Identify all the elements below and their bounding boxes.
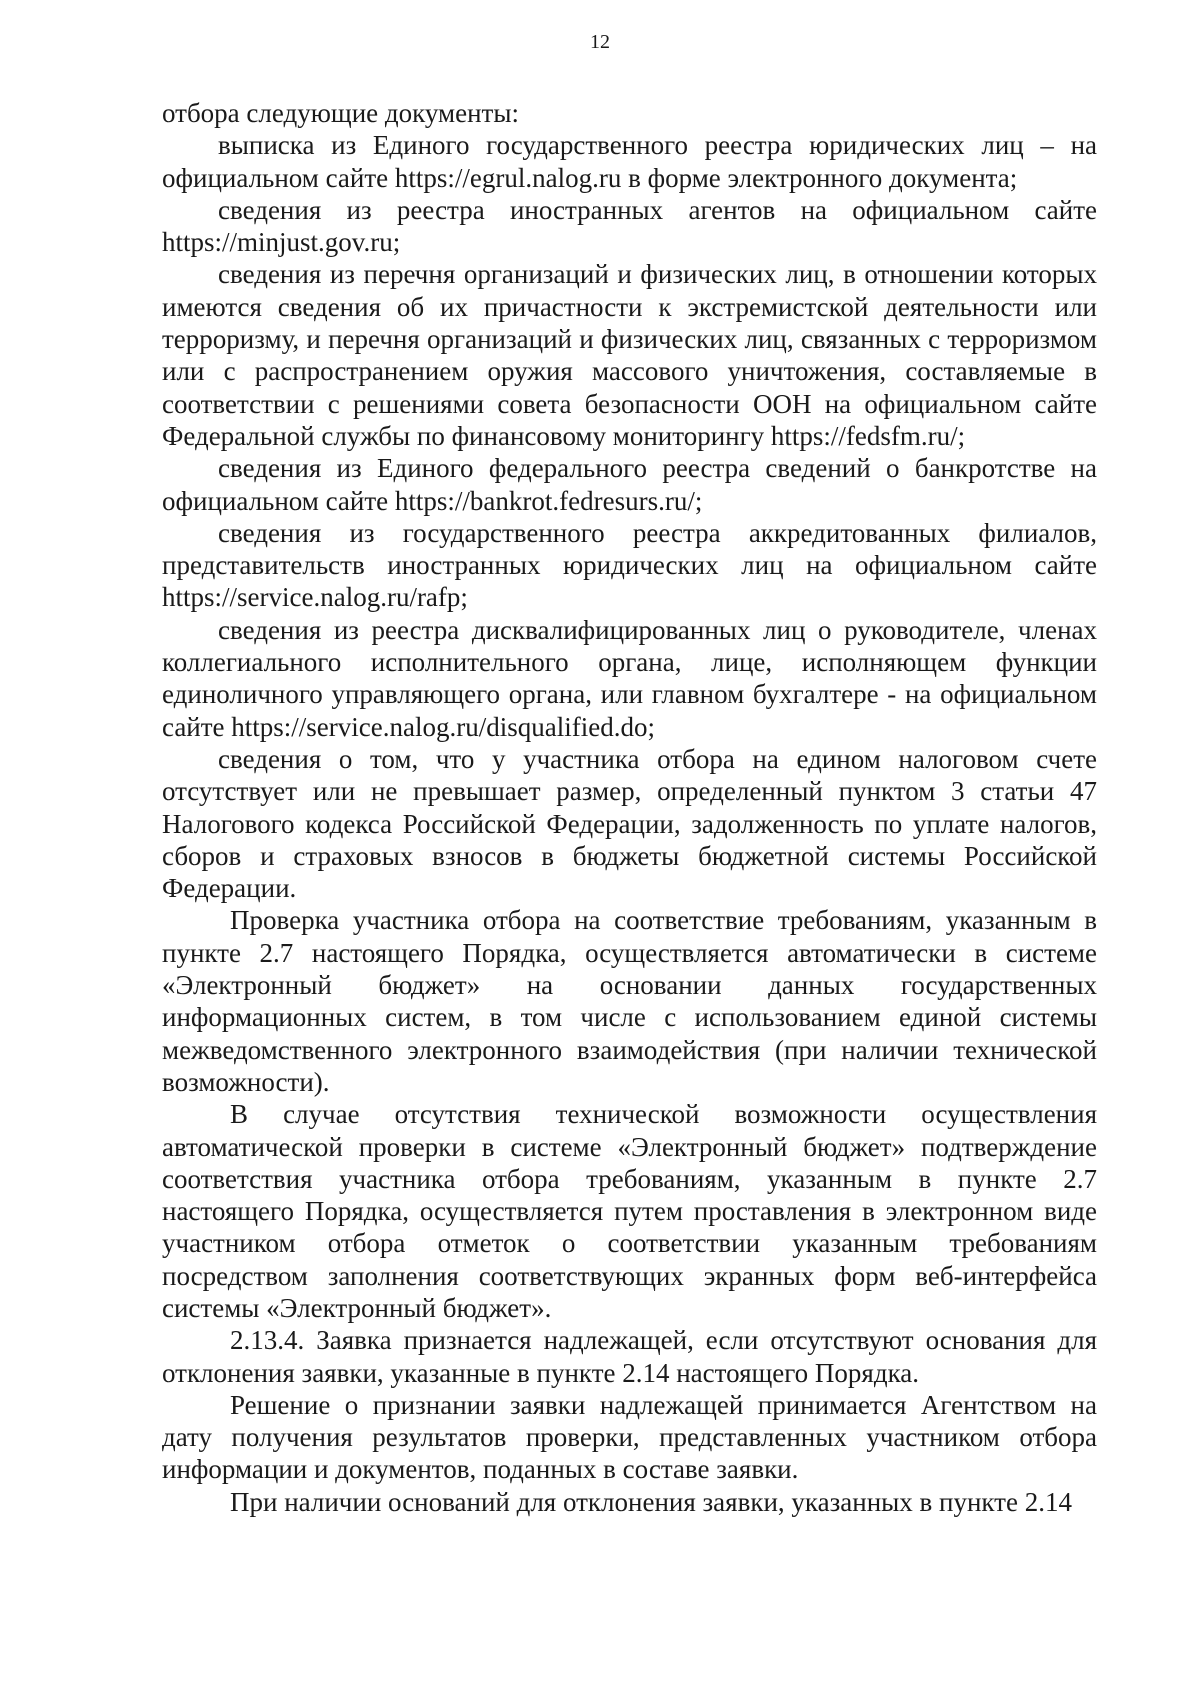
- page-number: 12: [590, 31, 610, 53]
- paragraph-egrul-extract: выписка из Единого государственного реестра юридических лиц – на официальном сайте https://egrul.nalog.ru в форме электронного документа;: [162, 130, 1097, 193]
- paragraph-bankruptcy-registry: сведения из Единого федерального реестра сведений о банкротстве на официальном сайте https://bankrot.fedresurs.ru/;: [162, 453, 1097, 516]
- paragraph-disqualified-persons: сведения из реестра дисквалифицированных лиц о руководителе, членах коллегиального исполнительного органа, лице, исполняющем функции единоличного управляющего органа, или главном бухгалтере - на официальном сайте https://service.nalog.ru/disqualified.do;: [162, 614, 1097, 742]
- paragraph-intro: отбора следующие документы:: [162, 98, 519, 128]
- paragraph-manual-confirmation: В случае отсутствия технической возможности осуществления автоматической проверки в системе «Электронный бюджет» подтверждение соответствия участника отбора требованиям, указанным в пункте 2.7 настоящего Порядка, осуществляется путем проставления в электронном виде участником отбора отметок о соответствии указанным требованиям посредством заполнения соответствующих экранных форм веб-интерфейса системы «Электронный бюджет».: [162, 1099, 1097, 1323]
- paragraph-decision: Решение о признании заявки надлежащей принимается Агентством на дату получения результатов проверки, представленных участником отбора информации и документов, поданных в составе заявки.: [162, 1389, 1097, 1485]
- paragraph-clause-2-13-4: 2.13.4. Заявка признается надлежащей, если отсутствуют основания для отклонения заявки, указанные в пункте 2.14 настоящего Порядка.: [162, 1325, 1097, 1388]
- paragraph-accredited-branches: сведения из государственного реестра аккредитованных филиалов, представительств иностранных юридических лиц на официальном сайте https://service.nalog.ru/rafp;: [162, 517, 1097, 613]
- paragraph-extremism-list: сведения из перечня организаций и физических лиц, в отношении которых имеются сведения об их причастности к экстремистской деятельности или терроризму, и перечня организаций и физических лиц, связанных с терроризмом или с распространением оружия массового уничтожения, составляемые в соответствии с решениями совета безопасности ООН на официальном сайте Федеральной службы по финансовому мониторингу https://fedsfm.ru/;: [162, 259, 1097, 451]
- document-body: [162, 97, 1097, 1518]
- paragraph-tax-debt: сведения о том, что у участника отбора на едином налоговом счете отсутствует или не превышает размер, определенный пунктом 3 статьи 47 Налогового кодекса Российской Федерации, задолженность по уплате налогов, сборов и страховых взносов в бюджеты бюджетной системы Российской Федерации.: [162, 743, 1097, 904]
- paragraph-foreign-agents: сведения из реестра иностранных агентов на официальном сайте https://minjust.gov.ru;: [162, 194, 1097, 258]
- paragraph-rejection-grounds: При наличии оснований для отклонения заявки, указанных в пункте 2.14: [230, 1486, 1072, 1517]
- paragraph-automatic-check: Проверка участника отбора на соответствие требованиям, указанным в пункте 2.7 настоящего Порядка, осуществляется автоматически в системе «Электронный бюджет» на основании данных государственных информационных систем, в том числе с использованием единой системы межведомственного электронного взаимодействия (при наличии технической возможности).: [162, 905, 1097, 1097]
